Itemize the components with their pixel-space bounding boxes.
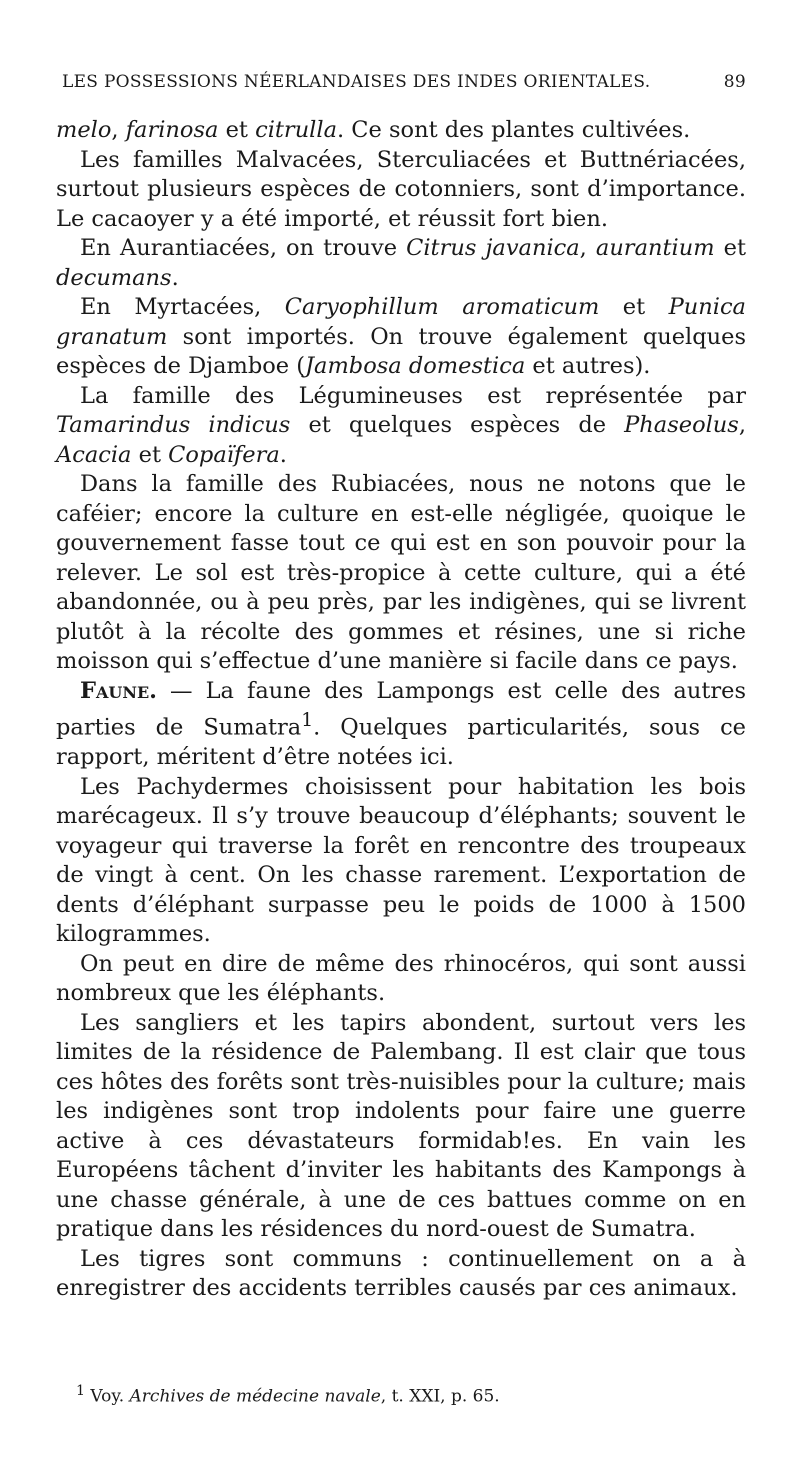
taxon-name: Acacia <box>56 441 132 468</box>
text-run: et <box>218 117 256 143</box>
taxon-name: citrulla <box>255 117 337 143</box>
paragraph-myrtacees <box>56 293 746 382</box>
paragraph-legumineuses <box>56 382 746 471</box>
text-run: . <box>171 264 179 291</box>
running-title: LES POSSESSIONS NÉERLANDAISES DES INDES ORIENTALES. <box>62 72 651 92</box>
text-run: Voy. <box>85 1386 130 1407</box>
text-run: et <box>599 294 669 320</box>
text-run: et quelques espèces de <box>290 412 625 438</box>
text-run: . Quelques particularités, sous ce rapport, méritent d’être notées ici. <box>56 714 746 770</box>
body-text <box>56 116 746 1304</box>
paragraph-plants-continuation <box>56 116 746 146</box>
text-run: et <box>131 441 169 468</box>
taxon-name: Copaïfera <box>168 441 280 468</box>
paragraph-tigres: Les tigres sont communs : continuellement on a à enregistrer des accidents terribles causés par ces animaux. <box>56 1245 746 1301</box>
taxon-name: decumans <box>56 264 172 291</box>
text-run: et <box>714 235 746 261</box>
section-run-in-heading: Faune. <box>80 677 157 704</box>
paragraph-malvacees: Les familles Malvacées, Sterculiacées et Buttnériacées, surtout plusieurs espèces de cotonniers, sont d’importance. Le cacaoyer y a été importé, et réussit fort bien. <box>56 146 746 232</box>
taxon-name: Jambosa domestica <box>305 353 526 379</box>
taxon-name: Caryophillum aromaticum <box>284 294 600 320</box>
footnote <box>76 1380 746 1408</box>
text-run: — La faune des Lampongs est celle des autres parties de Sumatra <box>56 677 746 741</box>
taxon-name: farinosa <box>125 117 219 143</box>
taxon-name: aurantium <box>595 235 715 261</box>
text-run: En Myrtacées, <box>80 294 285 320</box>
taxon-name: Citrus javanica <box>406 235 580 261</box>
text-run: En Aurantiacées, on trouve <box>80 235 407 261</box>
taxon-name: Phaseolus <box>624 412 739 438</box>
paragraph-rubiacees: Dans la famille des Rubiacées, nous ne notons que le caféier; encore la culture en est-elle négligée, quoique le gouvernement fasse tout ce qui est en son pouvoir pour la relever. Le sol est très-propice à cette culture, qui a été abandonnée, ou à peu près, par les indigènes, qui se livrent plutôt à la récolte des gommes et résines, une si riche moisson qui s’effectue d’une manière si facile dans ce pays. <box>56 471 746 674</box>
page-number: 89 <box>723 72 746 92</box>
footnote-marker: 1 <box>76 1383 86 1399</box>
cited-journal: Archives de médecine navale <box>129 1386 381 1407</box>
taxon-name: Tamarindus indicus <box>56 412 291 438</box>
text-run: , t. XXI, p. 65. <box>380 1386 500 1407</box>
footnote-reference: 1 <box>301 710 314 731</box>
text-run: sont importés. On trouve également quelques espèces de Djamboe ( <box>56 323 746 379</box>
paragraph-sangliers: Les sangliers et les tapirs abondent, surtout vers les limites de la résidence de Palembang. Il est clair que tous ces hôtes des forêts sont très-nuisibles pour la culture; mais les indigènes sont trop indolents pour faire une guerre active à ces dévastateurs formidab!es. En vain les Européens tâchent d’inviter les habitants des Kampongs à une chasse générale, à une de ces battues comme on en pratique dans les résidences du nord-ouest de Sumatra. <box>56 1009 746 1242</box>
taxon-name: melo <box>56 117 112 143</box>
text-run: La famille des Légumineuses est représentée par <box>80 382 746 409</box>
text-run: , <box>111 117 126 143</box>
paragraph-aurantiacees <box>56 234 746 293</box>
running-head <box>62 72 746 102</box>
text-run: . Ce sont des plantes cultivées. <box>337 117 691 143</box>
text-run: , <box>738 412 746 438</box>
paragraph-rhinoceros: On peut en dire de même des rhinocéros, qui sont aussi nombreux que les éléphants. <box>56 950 746 1006</box>
paragraph-faune <box>56 677 746 773</box>
text-run: et autres). <box>525 353 651 379</box>
paragraph-pachydermes: Les Pachydermes choisissent pour habitation les bois marécageux. Il s’y trouve beaucoup d’éléphants; souvent le voyageur qui traverse la forêt en rencontre des troupeaux de vingt à cent. On les chasse rarement. L’exportation de dents d’éléphant surpasse peu le poids de 1000 à 1500 kilogrammes. <box>56 773 746 947</box>
taxon-name: Punica granatum <box>56 294 746 350</box>
text-run: , <box>579 235 596 261</box>
text-run: . <box>279 441 287 468</box>
